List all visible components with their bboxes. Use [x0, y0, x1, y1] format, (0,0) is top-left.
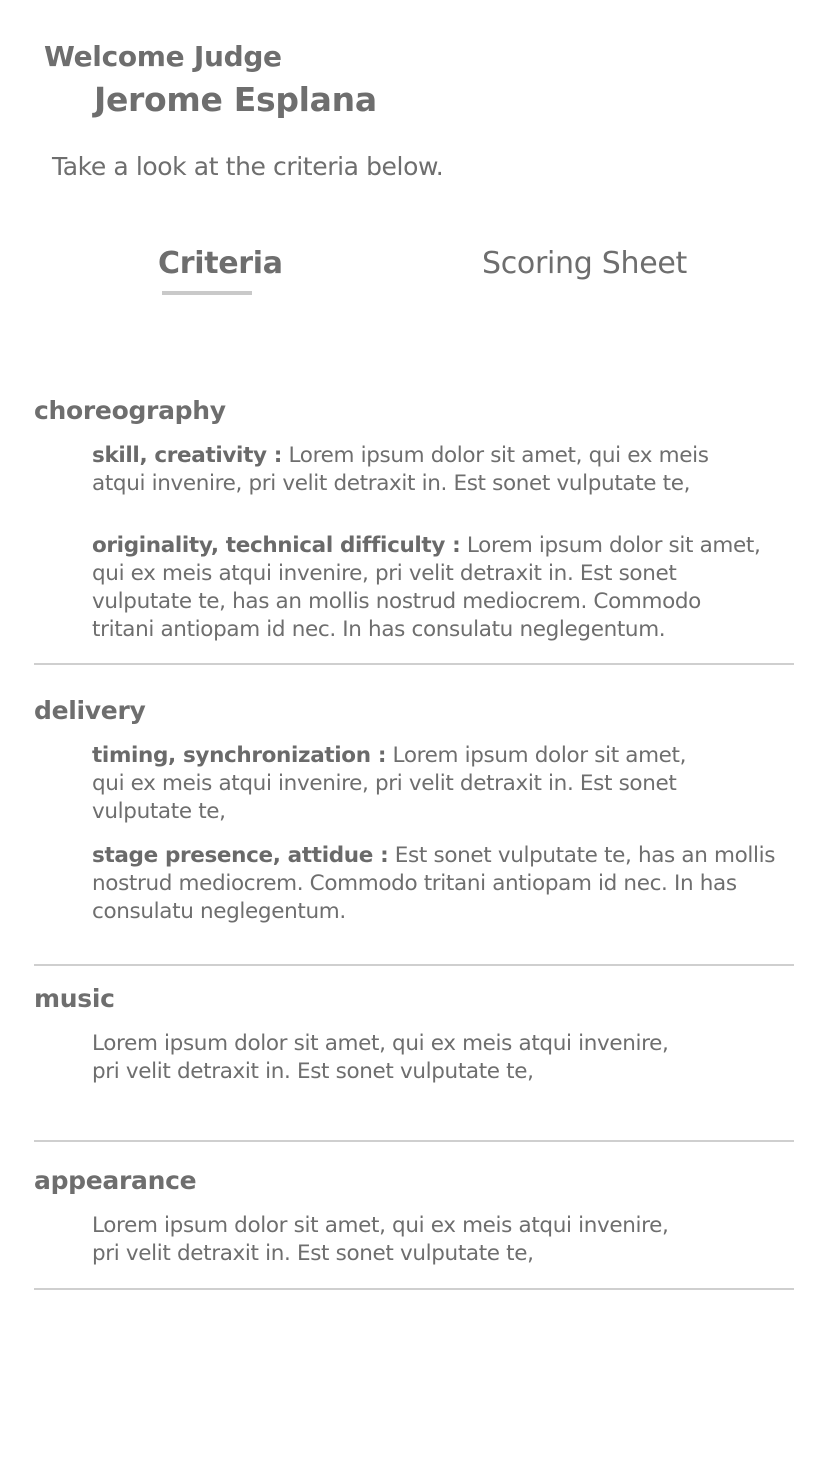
criterion-text: Lorem ipsum dolor sit amet, qui ex meis	[282, 443, 709, 468]
section-divider	[34, 663, 794, 665]
section-title-choreography: choreography	[34, 396, 226, 425]
welcome-heading: Welcome Judge	[44, 40, 282, 73]
criterion-skill-creativity	[92, 442, 797, 498]
criterion-text: qui ex meis atqui invenire, pri velit detraxit in. Est sonet	[92, 561, 677, 586]
section-divider	[34, 964, 794, 966]
active-tab-indicator	[162, 291, 252, 295]
criterion-text: Est sonet vulputate te, has an mollis	[388, 843, 776, 868]
criterion-text: qui ex meis atqui invenire, pri velit detraxit in. Est sonet	[92, 771, 677, 796]
criterion-text: nostrud mediocrem. Commodo tritani antiopam id nec. In has	[92, 871, 737, 896]
criterion-text: consulatu neglegentum.	[92, 899, 346, 924]
criterion-text: pri velit detraxit in. Est sonet vulputate te,	[92, 1059, 534, 1084]
criterion-timing-synchronization	[92, 742, 797, 826]
section-divider	[34, 1140, 794, 1142]
criterion-stage-presence-attitude	[92, 842, 797, 926]
criterion-text: Lorem ipsum dolor sit amet, qui ex meis atqui invenire,	[92, 1213, 669, 1238]
criterion-text: Lorem ipsum dolor sit amet,	[460, 533, 761, 558]
criterion-label: stage presence, attidue :	[92, 843, 389, 868]
criterion-text: vulputate te,	[92, 799, 226, 824]
criterion-text: vulputate te, has an mollis nostrud mediocrem. Commodo	[92, 589, 701, 614]
criterion-text: Lorem ipsum dolor sit amet,	[386, 743, 687, 768]
intro-text: Take a look at the criteria below.	[52, 152, 444, 181]
section-title-music: music	[34, 984, 115, 1013]
judge-name: Jerome Esplana	[94, 80, 377, 119]
section-title-delivery: delivery	[34, 696, 146, 725]
section-divider	[34, 1288, 794, 1290]
criterion-music-description	[92, 1030, 797, 1086]
criterion-text: pri velit detraxit in. Est sonet vulputate te,	[92, 1241, 534, 1266]
tab-scoring-sheet[interactable]: Scoring Sheet	[482, 246, 687, 281]
section-title-appearance: appearance	[34, 1166, 197, 1195]
criterion-text: tritani antiopam id nec. In has consulatu neglegentum.	[92, 617, 666, 642]
criterion-label: skill, creativity :	[92, 443, 283, 468]
criterion-appearance-description	[92, 1212, 797, 1268]
criterion-label: originality, technical difficulty :	[92, 533, 461, 558]
criterion-text: atqui invenire, pri velit detraxit in. Est sonet vulputate te,	[92, 471, 691, 496]
criterion-originality-technical-difficulty	[92, 532, 797, 644]
criterion-label: timing, synchronization :	[92, 743, 387, 768]
tab-criteria[interactable]: Criteria	[158, 246, 283, 281]
criterion-text: Lorem ipsum dolor sit amet, qui ex meis atqui invenire,	[92, 1031, 669, 1056]
